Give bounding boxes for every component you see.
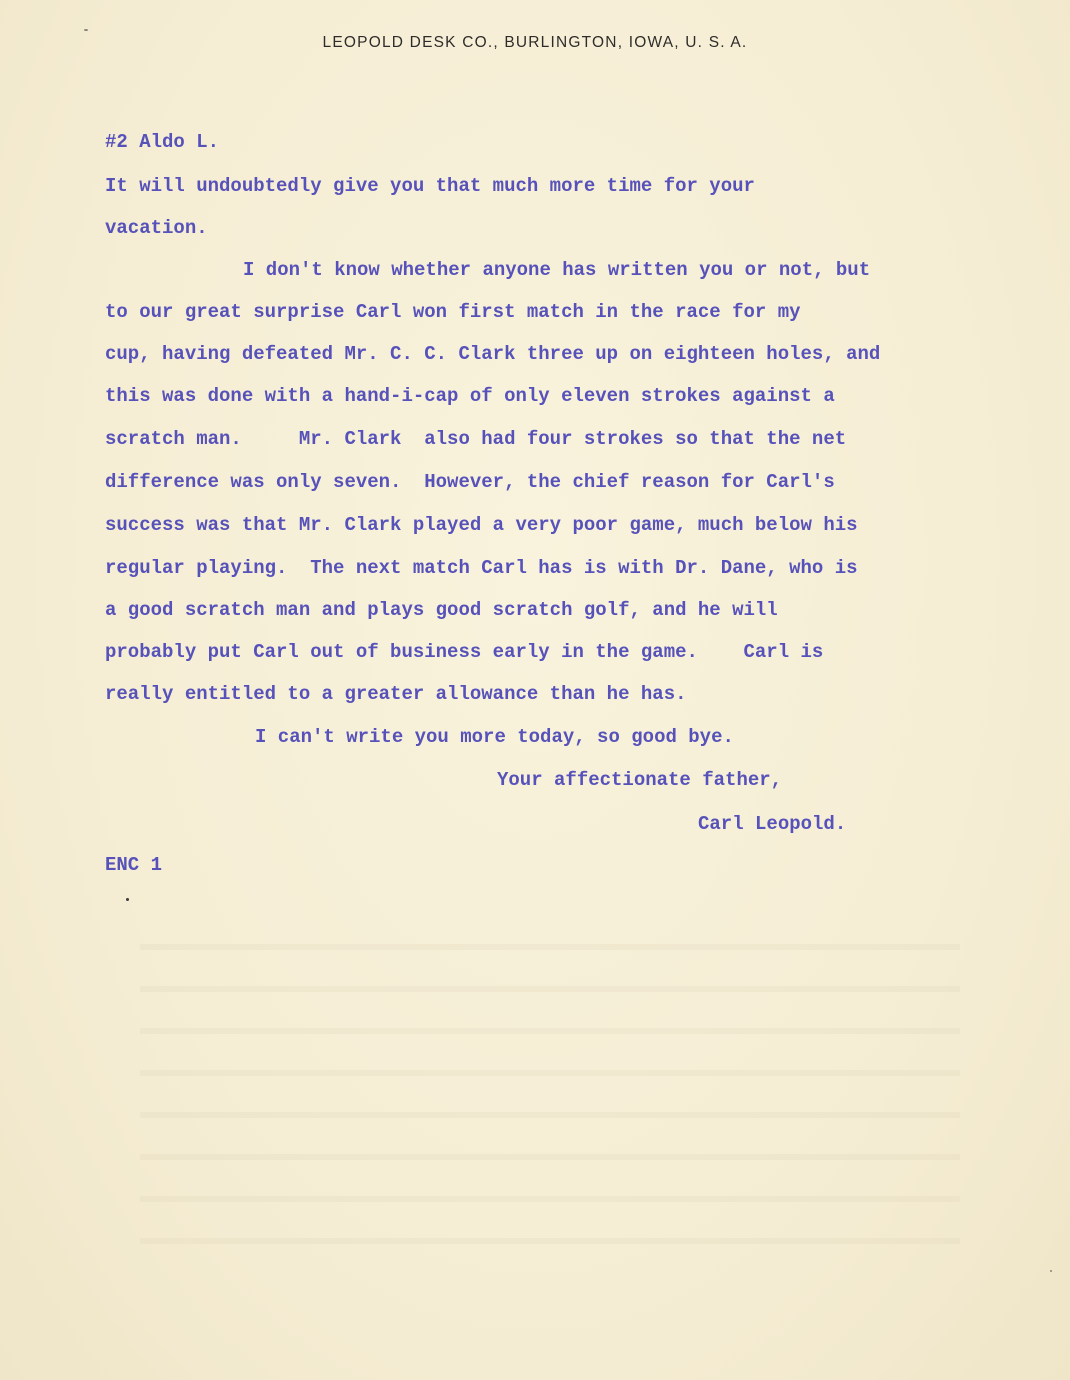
enclosure-note: ENC 1 xyxy=(105,854,163,876)
paper-speck xyxy=(126,898,129,901)
paper-speck xyxy=(1050,1270,1052,1272)
body-line: cup, having defeated Mr. C. C. Clark three up on eighteen holes, and xyxy=(105,343,881,365)
body-line: success was that Mr. Clark played a very poor game, much below his xyxy=(105,514,858,536)
body-line: vacation. xyxy=(105,217,208,239)
body-line: a good scratch man and plays good scratch golf, and he will xyxy=(105,599,778,621)
body-line-farewell: I can't write you more today, so good bye. xyxy=(255,726,734,748)
closing: Your affectionate father, xyxy=(497,769,783,791)
body-line: scratch man. Mr. Clark also had four strokes so that the net xyxy=(105,428,847,450)
bleed-through-texture xyxy=(140,920,960,1260)
body-line: to our great surprise Carl won first match in the race for my xyxy=(105,301,801,323)
body-line: really entitled to a greater allowance than he has. xyxy=(105,683,687,705)
letterhead: LEOPOLD DESK CO., BURLINGTON, IOWA, U. S. A. xyxy=(322,34,748,51)
body-line: probably put Carl out of business early in the game. Carl is xyxy=(105,641,824,663)
body-line: It will undoubtedly give you that much more time for your xyxy=(105,175,755,197)
signature: Carl Leopold. xyxy=(698,813,847,835)
body-line: this was done with a hand-i-cap of only eleven strokes against a xyxy=(105,385,835,407)
paper-speck xyxy=(84,29,88,31)
salutation: #2 Aldo L. xyxy=(105,131,220,153)
body-line-paragraph-start: I don't know whether anyone has written you or not, but xyxy=(243,259,871,281)
body-line: difference was only seven. However, the chief reason for Carl's xyxy=(105,471,835,493)
body-line: regular playing. The next match Carl has is with Dr. Dane, who is xyxy=(105,557,858,579)
